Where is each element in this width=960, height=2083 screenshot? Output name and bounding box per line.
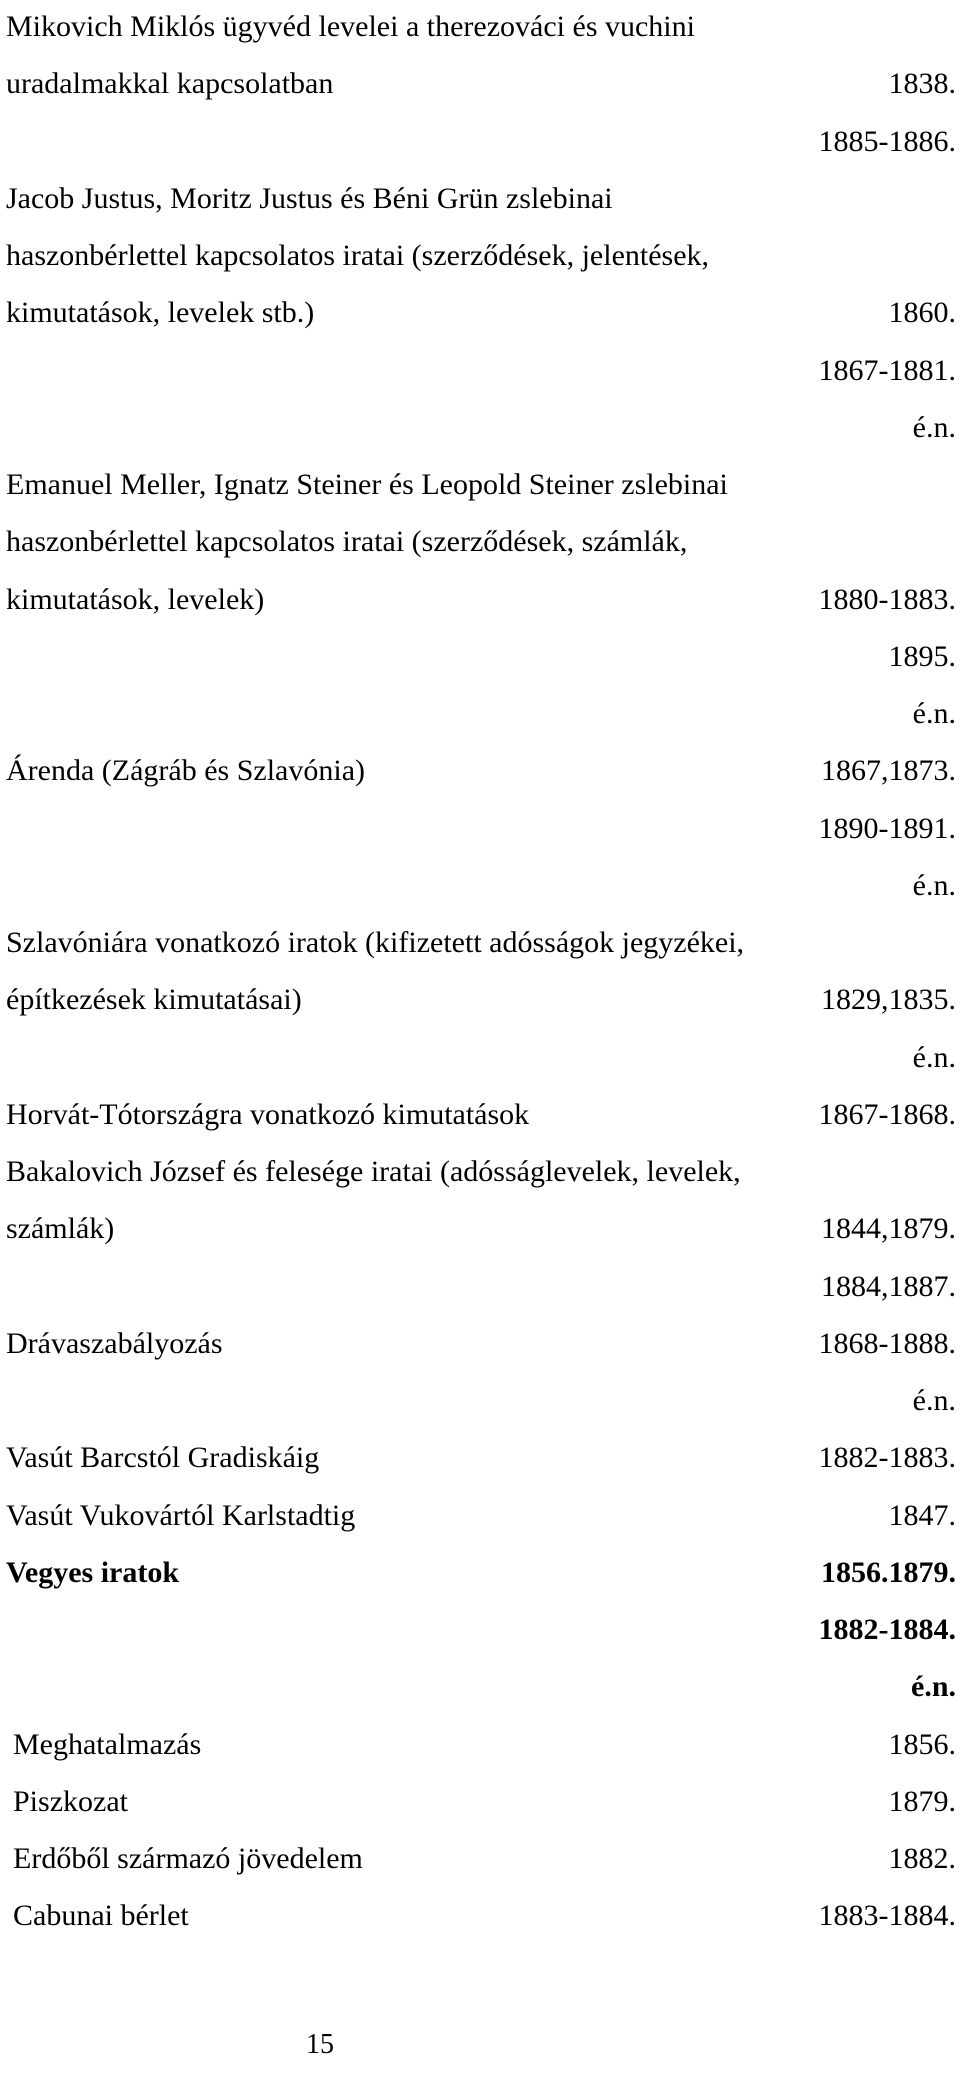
- entry-text: kimutatások, levelek): [6, 582, 265, 616]
- entry-text: Jacob Justus, Moritz Justus és Béni Grün zslebinai: [6, 181, 613, 215]
- entry-line: [6, 971, 956, 1029]
- entry-line: [6, 399, 956, 457]
- entry-line: [6, 914, 956, 972]
- entry-line: [6, 1658, 956, 1716]
- entry-text: Piszkozat: [13, 1784, 128, 1818]
- entry-text: Mikovich Miklós ügyvéd levelei a therezováci és vuchini: [6, 10, 695, 43]
- entry-date: 1885-1886.: [818, 124, 956, 158]
- entry-date: 1879.: [888, 1784, 956, 1818]
- entry-text: Vasút Vukovártól Karlstadtig: [6, 1498, 356, 1532]
- entry-line: [6, 227, 956, 285]
- entry-line: [6, 1429, 956, 1487]
- page-number: 15: [306, 2029, 334, 2060]
- entry-line: [13, 1887, 956, 1945]
- entry-text: építkezések kimutatásai): [6, 983, 302, 1017]
- entry-text: haszonbérlettel kapcsolatos iratai (szerződések, számlák,: [6, 525, 688, 559]
- entry-line: [6, 857, 956, 915]
- entry-date: 1884,1887.: [821, 1269, 956, 1303]
- entry-line: [6, 55, 956, 113]
- entry-line: [6, 742, 956, 800]
- entry-line: [6, 1258, 956, 1316]
- entry-line: [6, 1487, 956, 1545]
- entry-line: [6, 1200, 956, 1258]
- entry-text: uradalmakkal kapcsolatban: [6, 67, 334, 101]
- entry-text: kimutatások, levelek stb.): [6, 296, 315, 330]
- entry-text: Cabunai bérlet: [13, 1899, 189, 1933]
- entry-line: [6, 342, 956, 400]
- entry-text: Horvát-Tótországra vonatkozó kimutatások: [6, 1097, 530, 1131]
- entry-text: Szlavóniára vonatkozó iratok (kifizetett adósságok jegyzékei,: [6, 926, 745, 959]
- entry-line: [6, 1315, 956, 1373]
- entry-date: 1867,1873.: [821, 754, 956, 788]
- entry-date: 1867-1868.: [818, 1097, 956, 1131]
- entry-date: é.n.: [912, 410, 956, 444]
- entry-date: é.n.: [912, 868, 956, 902]
- entry-text: Vegyes iratok: [6, 1555, 180, 1589]
- entry-line: [6, 1544, 956, 1602]
- entry-text: Erdőből származó jövedelem: [13, 1842, 363, 1875]
- entry-line: [6, 113, 956, 171]
- entry-date: 1895.: [888, 639, 956, 673]
- entry-date: é.n.: [912, 1384, 956, 1417]
- entry-line: [13, 1773, 956, 1831]
- entry-date: é.n.: [912, 1040, 956, 1074]
- entry-text: Vasút Barcstól Gradiskáig: [6, 1441, 320, 1475]
- entry-line: [6, 628, 956, 686]
- entry-line: [6, 456, 956, 514]
- entry-text: Emanuel Meller, Ignatz Steiner és Leopold Steiner zslebinai: [6, 468, 728, 501]
- entry-line: [6, 1372, 956, 1430]
- entry-date: 1847.: [888, 1498, 956, 1532]
- entry-text: Meghatalmazás: [13, 1727, 202, 1761]
- entry-text: Bakalovich József és felesége iratai (adósságlevelek, levelek,: [6, 1155, 741, 1188]
- entry-line: [13, 1830, 956, 1888]
- entry-date: 1883-1884.: [818, 1899, 956, 1933]
- entry-line: [6, 1143, 956, 1201]
- entry-line: [6, 284, 956, 342]
- entry-date: 1844,1879.: [821, 1212, 956, 1246]
- entry-date: 1882-1883.: [818, 1441, 956, 1475]
- entry-line: [6, 0, 956, 56]
- entry-date: 1867-1881.: [818, 353, 956, 387]
- entry-date: 1829,1835.: [821, 983, 956, 1017]
- entry-line: [6, 1601, 956, 1659]
- entry-date: 1882.: [888, 1842, 956, 1875]
- entry-text: Árenda (Zágráb és Szlavónia): [6, 754, 366, 788]
- entry-date: 1868-1888.: [818, 1326, 956, 1360]
- entry-line: [6, 571, 956, 629]
- entry-date: 1856.1879.: [821, 1555, 956, 1589]
- entry-date: 1880-1883.: [818, 582, 956, 616]
- entry-date: 1856.: [888, 1727, 956, 1761]
- entry-date: 1860.: [888, 296, 956, 330]
- entry-date: é.n.: [911, 1670, 956, 1704]
- entry-line: [6, 1029, 956, 1087]
- entry-line: [6, 685, 956, 743]
- entry-line: [6, 513, 956, 571]
- entry-text: haszonbérlettel kapcsolatos iratai (szerződések, jelentések,: [6, 239, 710, 272]
- entry-line: [13, 1716, 956, 1774]
- entry-date: 1882-1884.: [818, 1613, 956, 1646]
- entry-line: [6, 170, 956, 228]
- entry-date: é.n.: [912, 697, 956, 730]
- entry-line: [6, 1086, 956, 1144]
- entry-date: 1838.: [888, 67, 956, 101]
- entry-text: Drávaszabályozás: [6, 1326, 223, 1360]
- entry-date: 1890-1891.: [818, 811, 956, 845]
- entry-text: számlák): [6, 1212, 115, 1246]
- entry-line: [6, 800, 956, 858]
